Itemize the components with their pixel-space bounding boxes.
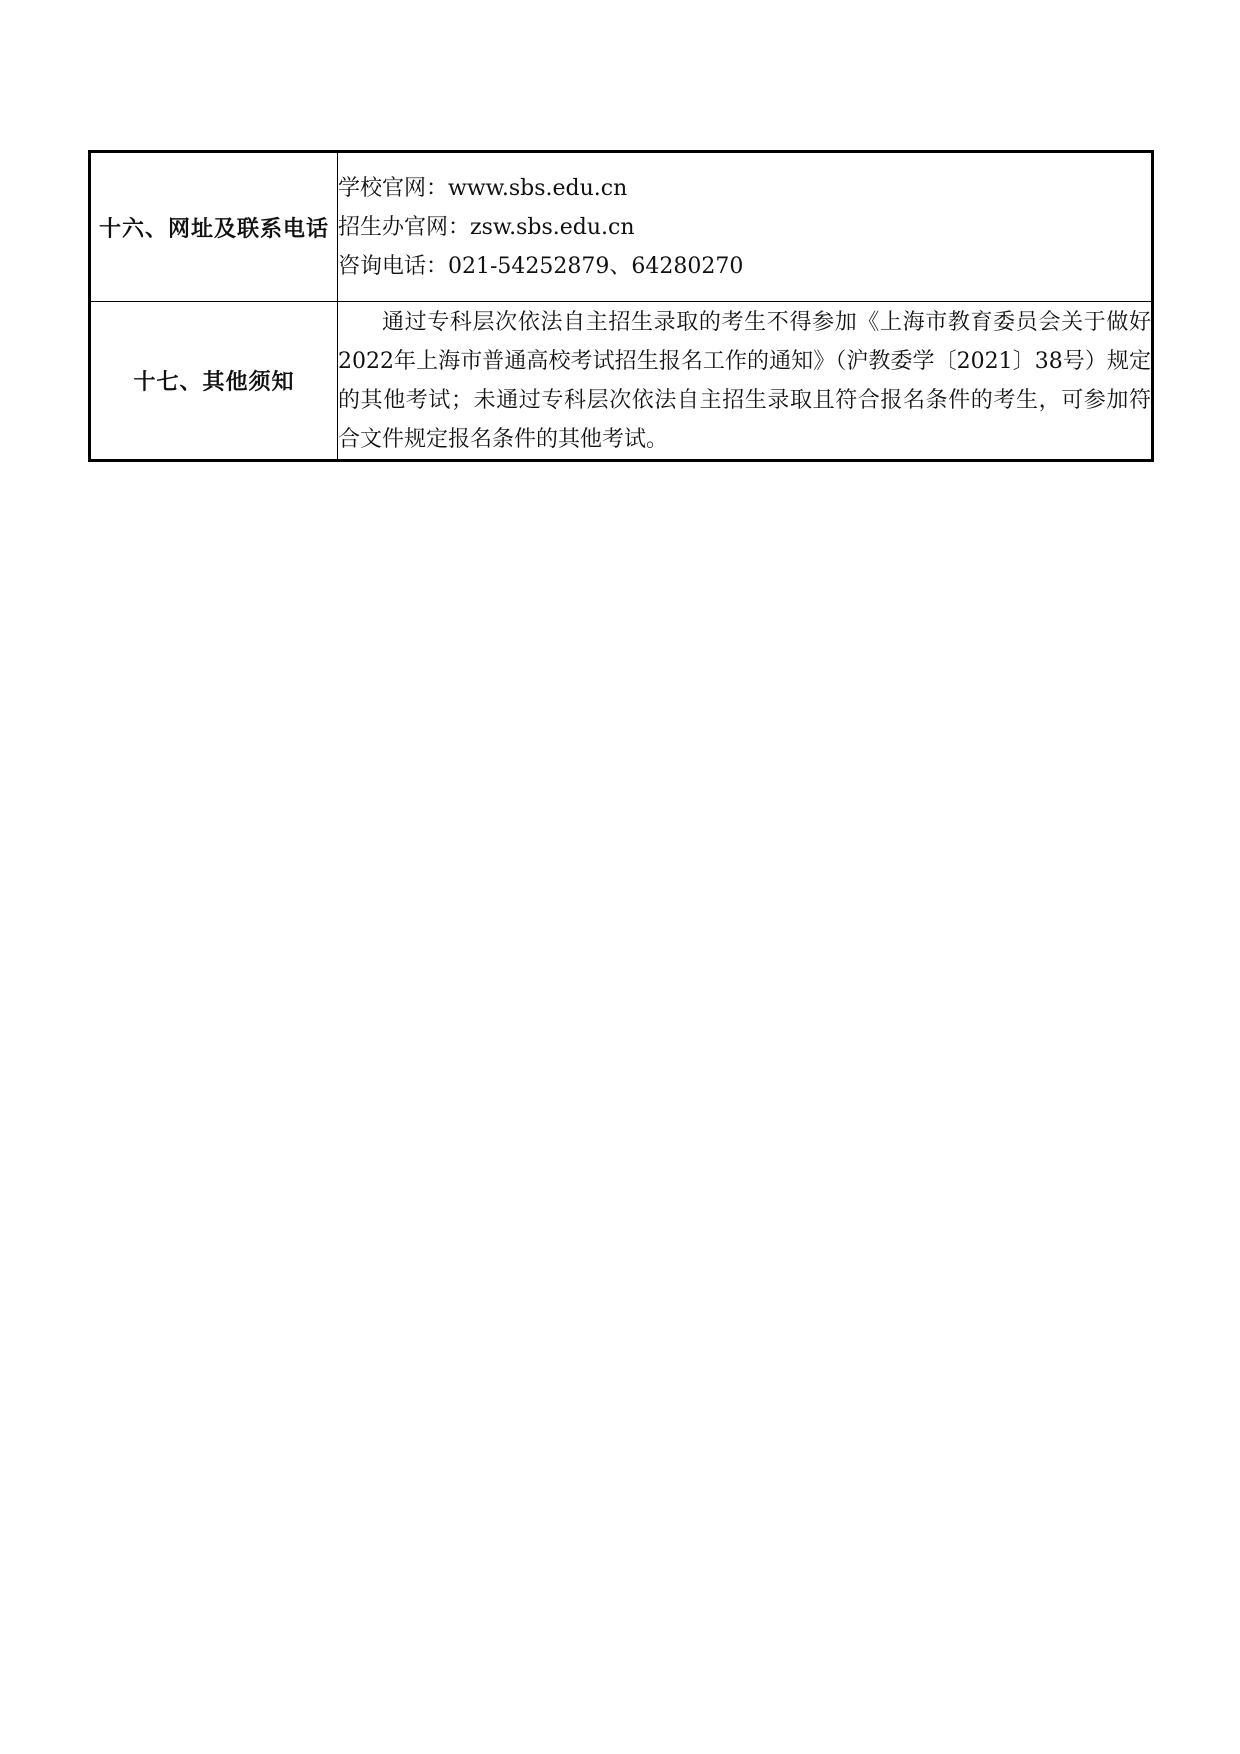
info-table [88,150,1154,462]
table-row-contact [90,152,1153,302]
admissions-website-line: 招生办官网：zsw.sbs.edu.cn [338,214,635,240]
contact-info-cell [338,152,1153,302]
phone-line: 咨询电话：021-54252879、64280270 [338,253,744,279]
notice-cell [338,302,1153,461]
section-label-notice: 十七、其他须知 [90,302,338,461]
school-website-line: 学校官网：www.sbs.edu.cn [338,175,628,201]
notice-paragraph: 通过专科层次依法自主招生录取的考生不得参加《上海市教育委员会关于做好2022年上海市普通高校考试招生报名工作的通知》（沪教委学〔2021〕38号）规定的其他考试；未通过专科层次依法自主招生录取且符合报名条件的考生，可参加符合文件规定报名条件的其他考试。 [338,309,1151,452]
table-row-notice [90,302,1153,461]
section-label-contact: 十六、网址及联系电话 [90,152,338,302]
